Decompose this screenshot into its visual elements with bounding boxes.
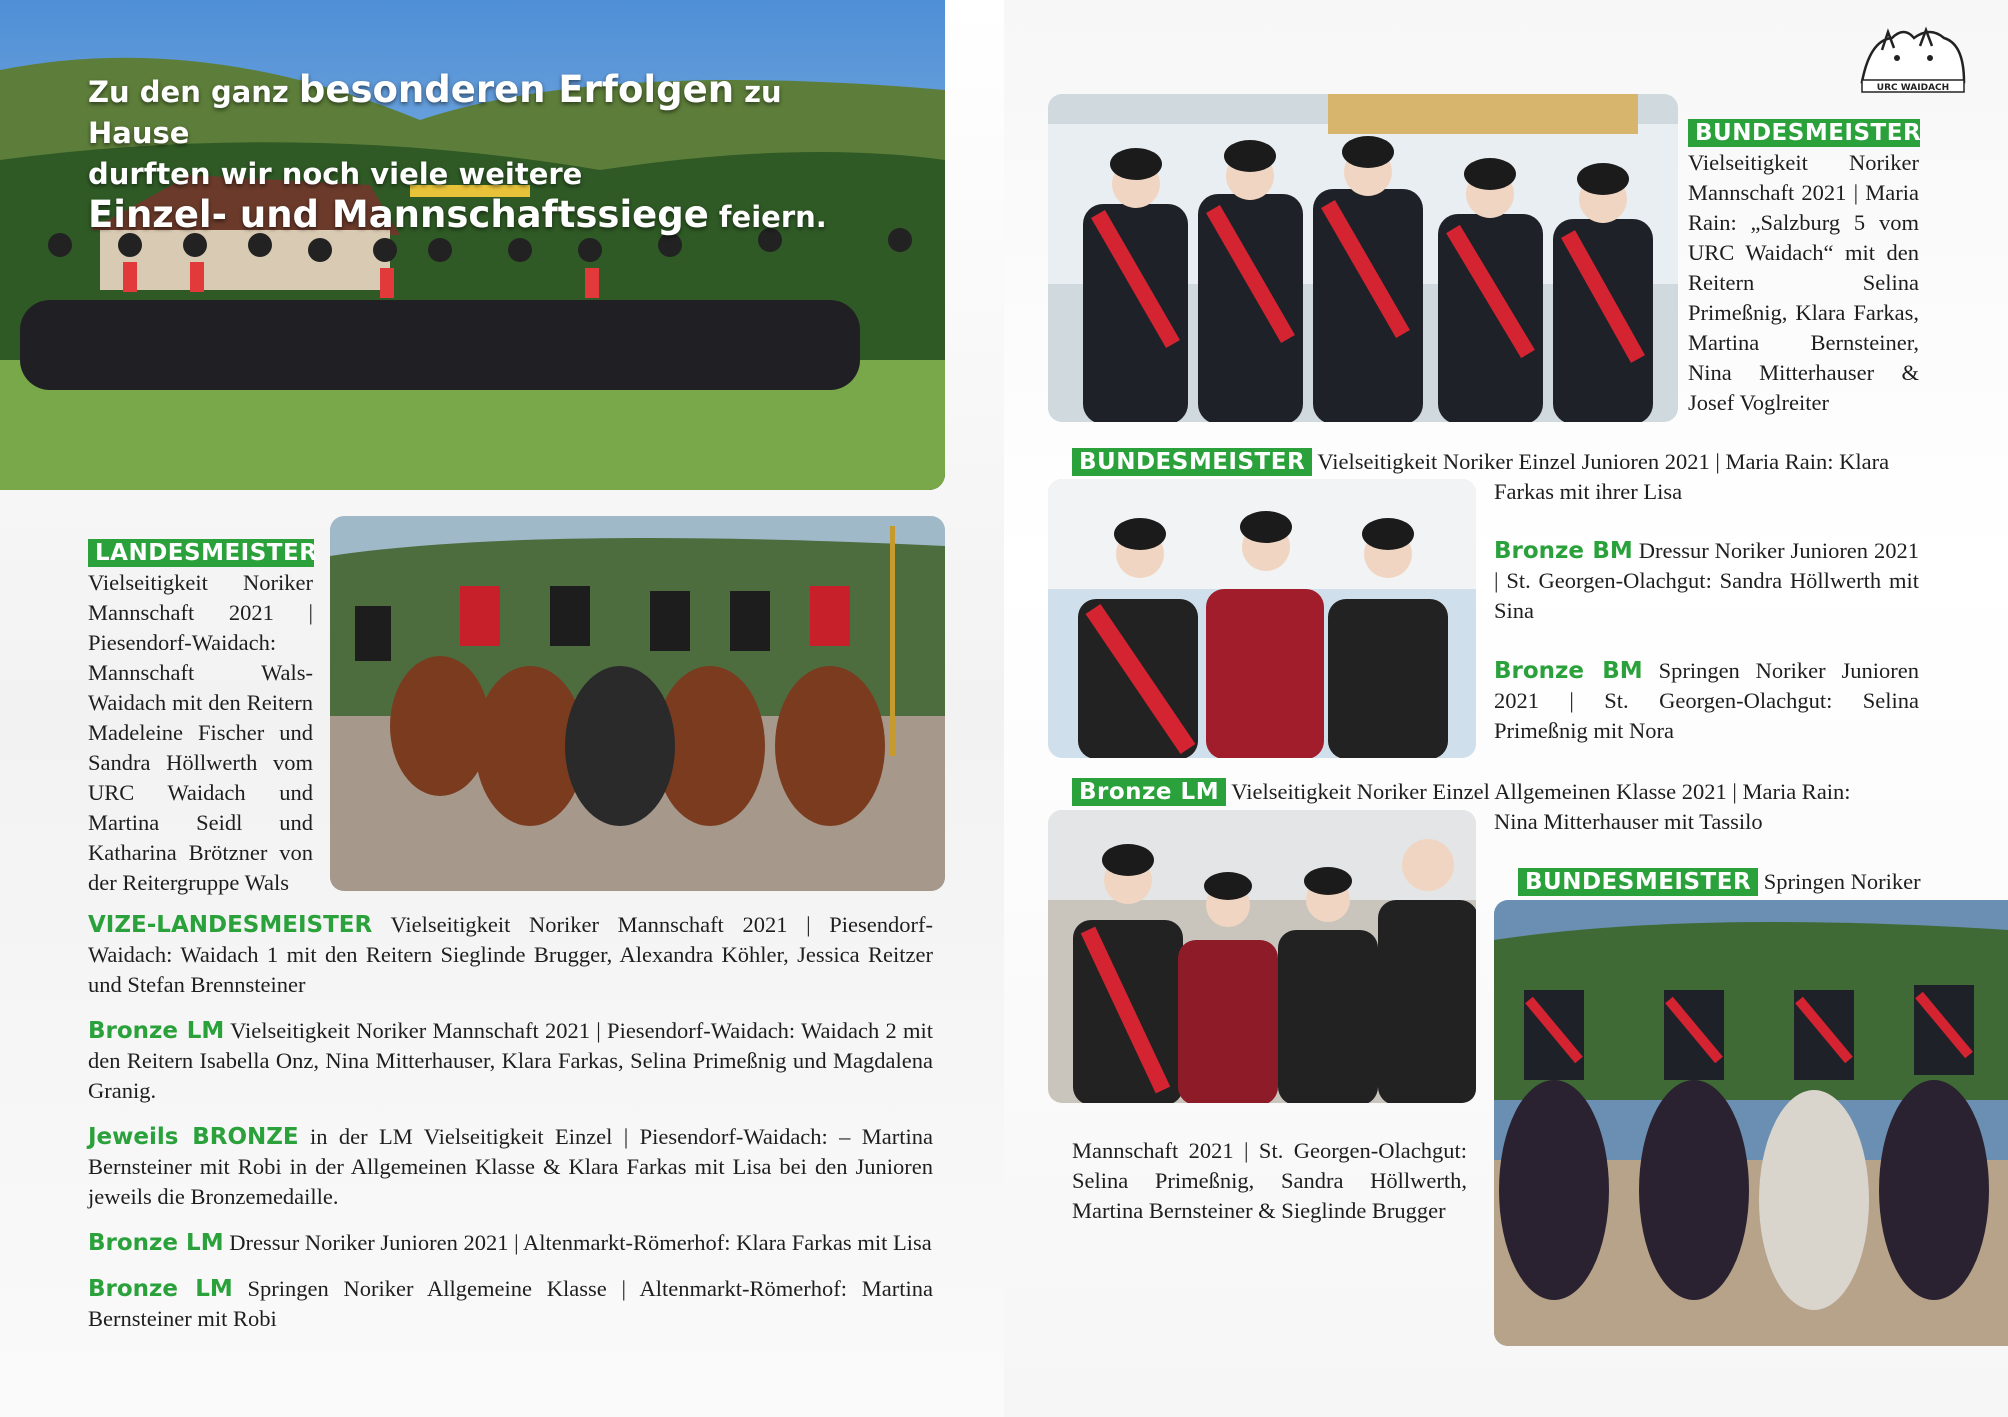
bronze-lm-tag: Bronze LM <box>1072 778 1226 806</box>
photo-bm-springen-mannschaft <box>1494 900 2008 1346</box>
bm1-text: Vielseitigkeit Noriker Mannschaft 2021 | Maria Rain: „Salzburg 5 vom URC Waidach“ mit den Reitern Selina Primeßnig, Klara Farkas, Martina Bernsteiner, Nina Mitterhauser & Josef Voglreiter <box>1688 150 1919 415</box>
landesmeister-text: Vielseitigkeit Noriker Mannschaft 2021 | Piesendorf-Waidach: Mannschaft Wals-Waidach mit den Reitern Madeleine Fischer und Sandra Höllwerth vom URC Waidach und Martina Seidl und Katharina Brötzner von der Reitergruppe Wals <box>88 570 313 895</box>
entry-bronze-lm-dressur: Bronze LM Dressur Noriker Junioren 2021 | Altenmarkt-Römerhof: Klara Farkas mit Lisa <box>88 1230 932 1256</box>
bm2-text-line1: Vielseitigkeit Noriker Einzel Junioren 2021 | Maria Rain: Klara <box>1312 449 1890 474</box>
photo-bronze-lm-einzel <box>1048 810 1476 1103</box>
bronze-lm-text-line2: Nina Mitterhauser mit Tassilo <box>1494 809 1763 834</box>
entry-jeweils-bronze: Jeweils BRONZE in der LM Vielseitigkeit Einzel | Piesendorf-Waidach: – Martina Bernsteiner mit Robi in der Allgemeinen Klasse & Klara Farkas mit Lisa bei den Junioren jeweils die Bronzemedaille. <box>88 1124 934 1209</box>
entry-bronze-lm-mannschaft: Bronze LM Vielseitigkeit Noriker Mannschaft 2021 | Piesendorf-Waidach: Waidach 2 mit den Reitern Isabella Onz, Nina Mitterhauser, Klara Farkas, Selina Primeßnig und Magdalena Granig. <box>88 1018 933 1103</box>
bm3-tag: BUNDESMEISTER <box>1518 868 1758 896</box>
bronze-bm-dressur: Bronze BM Dressur Noriker Junioren 2021 | St. Georgen-Olachgut: Sandra Höllwerth mit Sina <box>1494 538 1919 623</box>
bronze-lm-text-line1: Vielseitigkeit Noriker Einzel Allgemeinen Klasse 2021 | Maria Rain: <box>1226 779 1851 804</box>
urc-waidach-logo <box>1852 20 1972 94</box>
bm2-text-line2: Farkas mit ihrer Lisa <box>1494 479 1683 504</box>
bm3-text: Springen Noriker <box>1758 869 1921 894</box>
bm2-tag: BUNDESMEISTER <box>1072 448 1312 476</box>
photo-bm-einzel-junioren <box>1048 479 1476 758</box>
bronze-bm-springen: Bronze BM Springen Noriker Junioren 2021 | St. Georgen-Olachgut: Selina Primeßnig mit Nora <box>1494 658 1919 743</box>
landesmeister-tag: LANDESMEISTER <box>88 539 314 567</box>
photo-team-wals-waidach <box>330 516 945 891</box>
left-entries <box>88 910 933 1334</box>
hero-heading: Zu den ganz besonderen Erfolgen zu Hause durften wir noch viele weitere Einzel- und Mannschaftssiege feiern. <box>88 68 827 236</box>
photo-team-salzburg-5 <box>1048 94 1678 422</box>
bronze-lm-heading <box>1072 777 1922 807</box>
bm3-continuation: Mannschaft 2021 | St. Georgen-Olachgut: Selina Primeßnig, Sandra Höllwerth, Martina Bernsteiner & Sieglinde Brugger <box>1072 1138 1467 1223</box>
bm1-tag: BUNDESMEISTER <box>1688 119 1920 147</box>
entry-bronze-lm-springen: Bronze LM Springen Noriker Allgemeine Klasse | Altenmarkt-Römerhof: Martina Bernsteiner mit Robi <box>88 1276 933 1331</box>
bm3-heading <box>1518 867 1938 897</box>
bm2-heading <box>1072 447 1922 477</box>
svg-text:URC WAIDACH: URC WAIDACH <box>1876 83 1950 93</box>
bm1-block <box>1688 118 1922 418</box>
entry-vize-landesmeister: VIZE-LANDESMEISTER Vielseitigkeit Noriker Mannschaft 2021 | Piesendorf-Waidach: Waidach 1 mit den Reitern Sieglinde Brugger, Alexandra Köhler, Jessica Reitzer und Stefan Brennsteiner <box>88 912 933 997</box>
landesmeister-block <box>88 538 318 898</box>
